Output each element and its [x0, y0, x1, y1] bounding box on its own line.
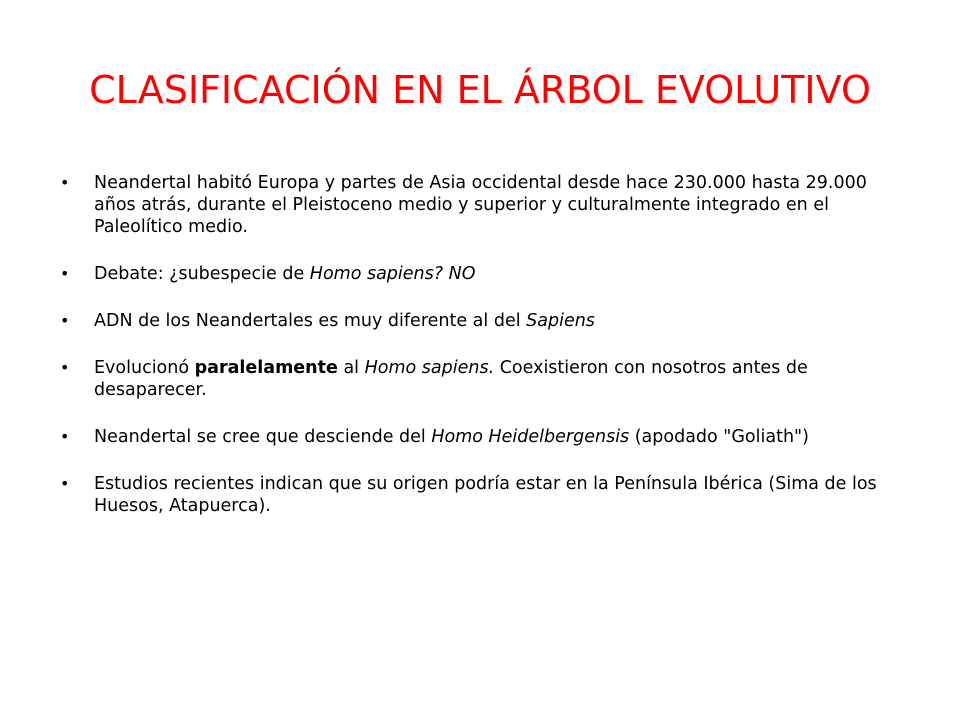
bullet-segment: (apodado "Goliath")	[629, 427, 809, 447]
bullet-dot-icon: •	[60, 427, 70, 446]
bullet-text	[94, 474, 877, 516]
bullet-segment: Sapiens	[526, 311, 595, 331]
bullet-segment: Coexistieron con nosotros antes de desaparecer.	[94, 358, 808, 400]
bullet-segment: ADN de los Neandertales es muy diferente al del	[94, 311, 527, 331]
bullet-item	[54, 426, 914, 448]
bullet-segment: Homo Heidelbergensis	[431, 427, 630, 447]
bullet-segment: al	[337, 358, 365, 378]
bullet-text	[94, 427, 809, 447]
bullet-segment: Estudios recientes indican que su origen podría estar en la Península Ibérica (Sima de los Huesos, Atapuerca).	[94, 474, 877, 516]
bullet-segment: Neandertal se cree que desciende del	[94, 427, 432, 447]
bullet-text	[94, 358, 808, 400]
bullet-item	[54, 357, 914, 401]
bullet-text	[94, 264, 475, 284]
bullet-dot-icon: •	[60, 358, 70, 377]
bullet-segment: Debate: ¿subespecie de	[94, 264, 310, 284]
bullet-segment: paralelamente	[194, 358, 338, 378]
bullet-item	[54, 172, 914, 238]
bullet-dot-icon: •	[60, 173, 70, 192]
bullet-item	[54, 473, 914, 517]
bullet-segment: Homo sapiens? NO	[309, 264, 476, 284]
slide-title: CLASIFICACIÓN EN EL ÁRBOL EVOLUTIVO	[89, 68, 871, 112]
bullet-dot-icon: •	[60, 474, 70, 493]
bullet-text	[94, 173, 867, 237]
bullet-dot-icon: •	[60, 311, 70, 330]
bullet-list	[54, 172, 914, 542]
bullet-item	[54, 310, 914, 332]
bullet-dot-icon: •	[60, 264, 70, 283]
bullet-segment: Neandertal habitó Europa y partes de Asia occidental desde hace 230.000 hasta 29.000 años atrás, durante el Pleistoceno medio y superior y culturalmente integrado en el Paleolítico medio.	[94, 173, 867, 237]
bullet-item	[54, 263, 914, 285]
bullet-segment: Evolucionó	[94, 358, 195, 378]
bullet-text	[94, 311, 595, 331]
bullet-segment: Homo sapiens.	[364, 358, 495, 378]
